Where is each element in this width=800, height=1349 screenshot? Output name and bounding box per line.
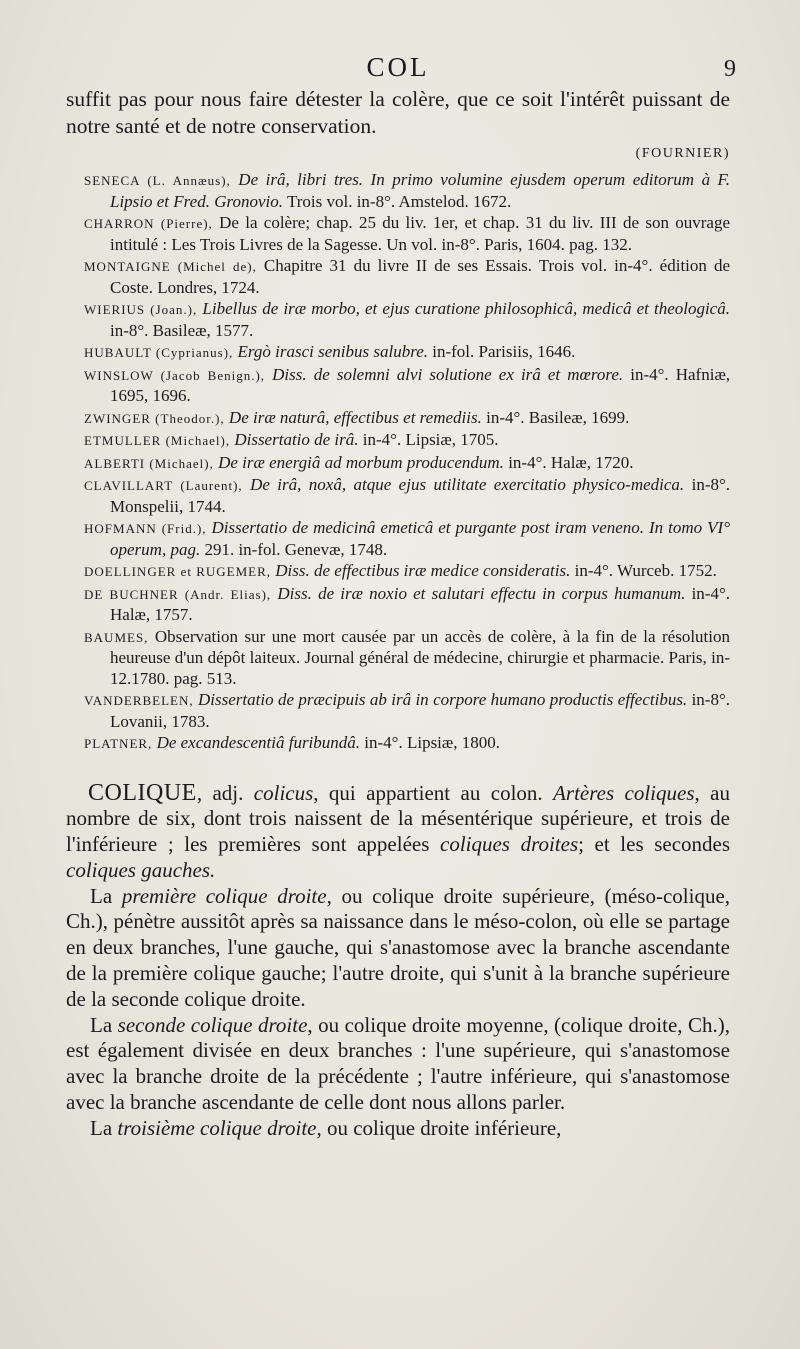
bibliography-entry (66, 256, 730, 298)
ref-title: Libellus de iræ morbo, et ejus curatione philosophicâ, medicâ et theologicâ. (202, 299, 730, 318)
entry-paragraph (66, 884, 730, 1013)
ref-author: BAUMES, (84, 629, 149, 645)
ref-details: in-fol. Parisiis, 1646. (432, 342, 576, 361)
ref-details: De la colère; chap. 25 du liv. 1er, et chap. 31 du liv. III de son ouvrage intitulé : Les Trois Livres de la Sagesse. Un vol. in-8°. Paris, 1604. pag. 132. (110, 213, 730, 254)
bibliography-entry (66, 584, 730, 626)
bibliography-entry (66, 430, 730, 452)
ref-details: Trois vol. in-8°. Amstelod. 1672. (286, 191, 512, 211)
bibliography-entry (66, 733, 730, 755)
entry-text-italic: Artères coliques (553, 780, 695, 805)
running-head-word: COL (366, 52, 430, 82)
ref-details: in-8°. Lovanii, 1783. (110, 690, 731, 731)
ref-details: 291. in-fol. Genevæ, 1748. (204, 539, 388, 559)
bibliography-entry (66, 475, 730, 517)
bibliography-entry (66, 561, 730, 583)
ref-title: Ergò irasci senibus salubre. (237, 342, 428, 361)
entry-text: ; et les secondes (578, 832, 731, 857)
ref-author: ETMULLER (Michael), (84, 433, 231, 448)
bibliography-entry (66, 627, 730, 690)
ref-author: ALBERTI (Michael), (84, 455, 214, 471)
bibliography-entry (66, 518, 730, 560)
entry-text-italic: première colique droite (121, 883, 327, 908)
entry-text-italic: colicus (253, 780, 314, 805)
ref-author: MONTAIGNE (Michel de), (84, 259, 257, 274)
ref-author: PLATNER, (84, 736, 153, 751)
entry-text-italic: seconde colique droite (117, 1012, 308, 1037)
ref-details: in-4°. Halæ, 1757. (110, 583, 731, 624)
ref-details: Chapitre 31 du livre II de ses Essais. Trois vol. in-4°. édition de Coste. Londres, 1724. (110, 256, 731, 297)
entry-headword: COLIQUE (88, 779, 197, 806)
ref-details: in-8°. Monspelii, 1744. (110, 475, 731, 516)
entry-text: La (90, 883, 113, 908)
entry-paragraph (66, 1013, 730, 1116)
ref-author: DOELLINGER et RUGEMER, (84, 564, 272, 579)
entry-text: La (90, 1115, 113, 1140)
entry-text: , ou colique droite moyenne, (colique droite, Ch.), est également divisée en deux branches : l'une supérieure, qui s'anastomose avec la branche droite de la précédente ; l'autre inférieure, qui s'anastomose avec la branche ascendante de celle dont nous allons parler. (66, 1012, 731, 1115)
bibliography-entry (66, 453, 730, 475)
ref-title: Diss. de effectibus iræ medice consideratis. (275, 561, 571, 580)
bibliography-entry (66, 408, 730, 430)
ref-details: in-4°. Lipsiæ, 1705. (362, 430, 499, 449)
ref-details: in-4°. Basileæ, 1699. (486, 407, 630, 427)
ref-author: WINSLOW (Jacob Benign.), (84, 367, 266, 383)
bibliography-entry (66, 690, 730, 732)
ref-title: De irâ, noxâ, atque ejus utilitate exercitatio physico-medica. (250, 475, 685, 494)
intro-paragraph: suffit pas pour nous faire détester la colère, que ce soit l'intérêt puissant de notre santé et de notre conservation. (66, 87, 730, 138)
ref-details: in-4°. Wurceb. 1752. (574, 561, 717, 580)
bibliography-list (66, 170, 730, 755)
entry-paragraph (66, 1116, 730, 1142)
ref-details: in-4°. Lipsiæ, 1800. (364, 733, 500, 752)
ref-author: VANDERBELEN, (84, 693, 194, 708)
ref-title: Dissertatio de medicinâ emeticâ et purgante post iram veneno. In tomo VI° operum, pag. (110, 518, 730, 559)
page-number: 9 (724, 56, 736, 82)
running-head (66, 50, 736, 86)
ref-details: in-4°. Hafniæ, 1695, 1696. (110, 364, 731, 405)
ref-title: De iræ energiâ ad morbum producendum. (218, 452, 504, 472)
ref-author: CLAVILLART (Laurent), (84, 478, 243, 493)
ref-author: DE BUCHNER (Andr. Elias), (84, 586, 272, 602)
ref-author: SENECA (L. Annæus), (84, 173, 231, 188)
entry-text: , ou colique droite inférieure, (316, 1115, 562, 1140)
entry-text-italic: coliques gauches. (66, 857, 216, 882)
bibliography-entry (66, 342, 730, 364)
entry-text: , au nombre de six, dont trois naissent de la mésentérique supérieure, et trois de l'inférieure ; les premières sont appelées (66, 780, 730, 857)
bibliography-entry (66, 170, 730, 212)
author-signature: (FOURNIER) (635, 146, 730, 161)
entry-text: , qui appartient au colon. (313, 780, 543, 805)
bibliography-entry (66, 213, 730, 255)
dictionary-entry (66, 781, 730, 1142)
entry-text: La (90, 1012, 113, 1037)
ref-author: ZWINGER (Theodor.), (84, 410, 225, 426)
ref-title: De irâ, libri tres. In primo volumine ejusdem operum editorum à F. Lipsio et Fred. Gronovio. (110, 170, 730, 211)
ref-title: Dissertatio de præcipuis ab irâ in corpore humano productis effectibus. (198, 690, 688, 709)
entry-text: , ou colique droite supérieure, (méso-colique, Ch.), pénètre aussitôt après sa naissance dans le méso-colon, où elle se partage en deux branches, l'une gauche, qui s'anastomose avec la branche ascendante de la première colique gauche; l'autre droite, qui s'unit à la branche supérieure de la seconde colique droite. (66, 883, 731, 1011)
entry-text-italic: troisième colique droite (117, 1115, 317, 1140)
ref-author: WIERIUS (Joan.), (84, 302, 198, 317)
ref-author: HUBAULT (Cyprianus), (84, 345, 234, 360)
ref-details: in-4°. Halæ, 1720. (508, 452, 634, 472)
bibliography-entry (66, 299, 730, 341)
entry-text: , adj. (196, 780, 244, 805)
ref-details: Observation sur une mort causée par un accès de colère, à la fin de la résolution heureuse d'un dépôt laiteux. Journal général de médecine, chirurgie et pharmacie. Paris, in-12.1780. pag. 513. (110, 626, 730, 688)
bibliography-entry (66, 365, 730, 407)
entry-text-italic: coliques droites (440, 832, 579, 857)
ref-title: De iræ naturâ, effectibus et remediis. (228, 407, 482, 427)
ref-details: in-8°. Basileæ, 1577. (110, 320, 254, 340)
ref-title: De excandescentiâ furibundâ. (156, 733, 361, 752)
ref-author: CHARRON (Pierre), (84, 216, 213, 231)
ref-title: Dissertatio de irâ. (234, 430, 359, 449)
ref-author: HOFMANN (Frid.), (84, 521, 207, 536)
entry-paragraph (66, 781, 730, 884)
ref-title: Diss. de iræ noxio et salutari effectu in corpus humanum. (277, 583, 686, 603)
ref-title: Diss. de solemni alvi solutione ex irâ et mœrore. (272, 364, 624, 384)
